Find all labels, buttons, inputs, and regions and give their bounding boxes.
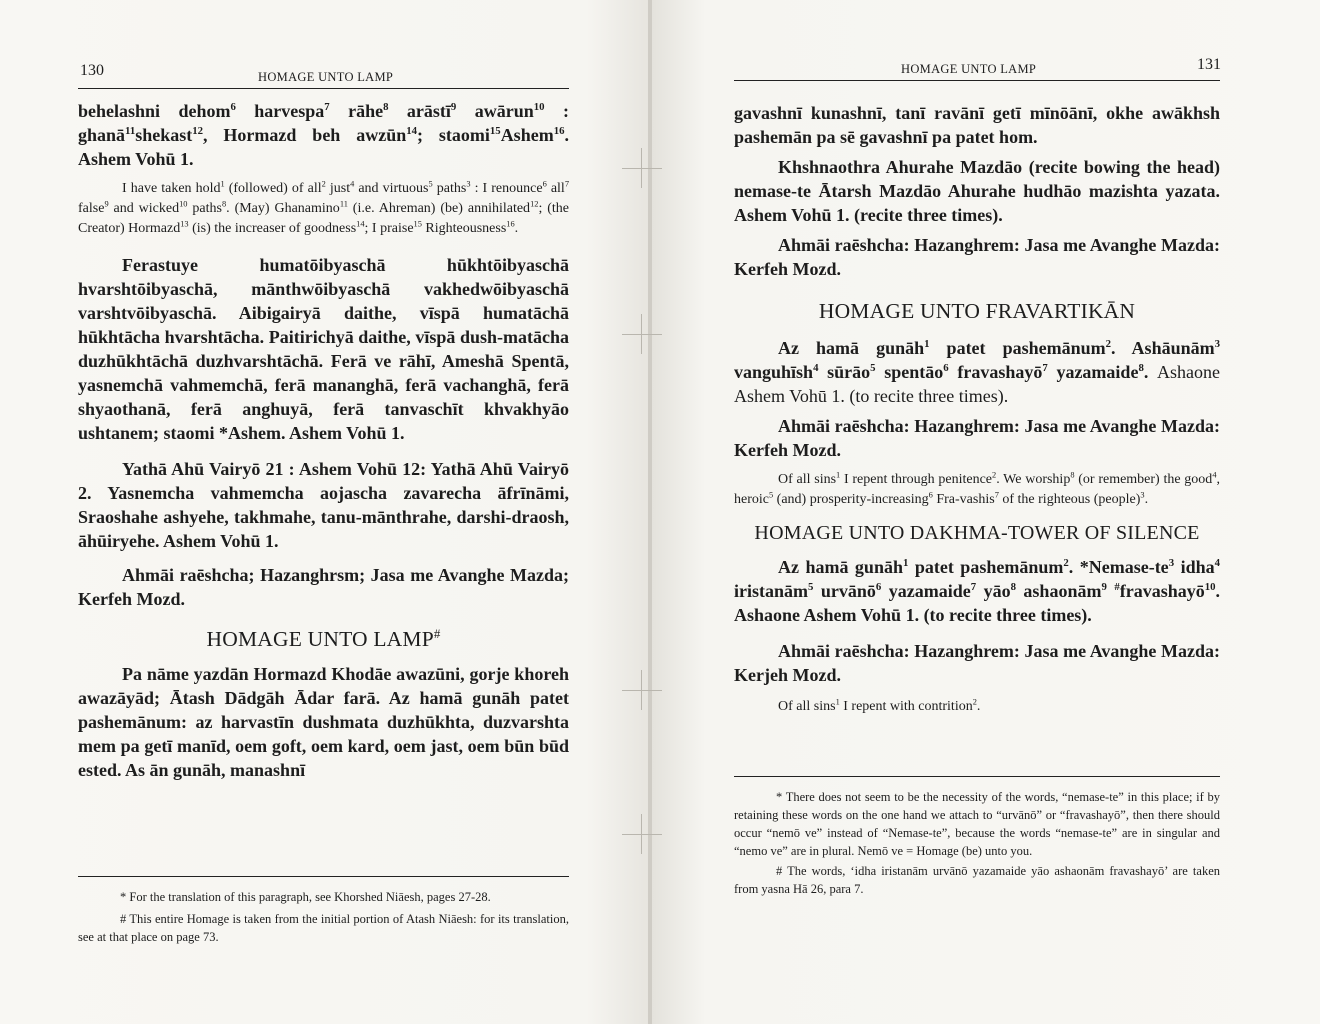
registration-mark — [622, 834, 662, 835]
header-rule — [78, 88, 569, 89]
section-heading: HOMAGE UNTO DAKHMA-TOWER OF SILENCE — [754, 522, 1200, 544]
avestan-paragraph: Khshnaothra Ahurahe Mazdāo (recite bowing the head) nemase-te Ātarsh Mazdāo Ahurahe hudhāo mazishta yazata. Ashem Vohū 1. (recite three times). — [734, 157, 1220, 225]
footnote: # The words, ‘idha iristanām urvānō yazamaide yāo ashaonām fravashayō’ are taken from yasna Hā 26, para 7. — [734, 864, 1220, 896]
left-page — [0, 0, 652, 1024]
avestan-paragraph: Ferastuye humatōibyaschā hūkhtōibyaschā hvarshtōibyaschā, mānthwōibyaschā vakhedwōibyaschā varshtvōibyaschā. Aibigairyā daithe, vīspā humatāchā hūkhtācha hvarshtācha. Paitirichyā daithe, vīspā dush-matācha duzhūkhtāchā duzhvarshtāchā. Ferā ve rāhī, Ameshā Spentā, yasnemchā vahmemchā, ferā mananghā, ferā vachanghā, ferā shyaothanā, ferā anghuyā, ferā tanvaschīt khvakhyāo ushtanem; staomi *Ashem. Ashem Vohū 1. — [78, 255, 569, 443]
footnote: # This entire Homage is taken from the initial portion of Atash Niāesh: for its translation, see at that place on page 73. — [78, 912, 569, 944]
avestan-paragraph: gavashnī kunashnī, tanī ravānī getī mīnōānī, okhe awākhsh pashemān pa sē gavashnī pa patet hom. — [734, 103, 1220, 147]
avestan-paragraph: Yathā Ahū Vairyō 21 : Ashem Vohū 12: Yathā Ahū Vairyō 2. Yasnemcha vahmemcha aojascha zavarecha āfrīnāmi, Sraoshahe ashyehe, takhmahe, tanu-mānthrahe, darshi-draosh, āhūiryehe. Ashem Vohū 1. — [78, 459, 569, 551]
footnote-rule — [734, 776, 1220, 777]
avestan-paragraph: Az hamā gunāh$^1$ patet pashemānum$^2$. $*Nemase-te^3$ idha$^4$ iristanām$^5$ urvānō$^6$ yazamaide$^7$ yāo$^8$ ashaonām$^9$ #fravashayō$^{10}$. Ashaone Ashem Vohū 1. (to recite three times). — [734, 557, 1221, 625]
footnote: * For the translation of this paragraph, see Khorshed Niāesh, pages 27-28. — [120, 890, 491, 904]
avestan-paragraph: Pa nāme yazdān Hormazd Khodāe awazūni, gorje khoreh awazāyād; Ātash Dādgāh Ādar farā. Az hamā gunāh patet pashemānum: az harvastīn dushmata duzhūkhta, duzvarshta mem pa getī manīd, oem goft, oem kard, oem jast, oem būn būd ested. As ān gunāh, manashnī — [78, 664, 569, 780]
section-heading: HOMAGE UNTO FRAVARTIKĀN — [818, 299, 1136, 323]
header-rule — [734, 80, 1220, 81]
right-text-column — [734, 101, 1220, 717]
registration-mark — [641, 670, 642, 710]
translation-paragraph: Of all sins$^1$ I repent with contrition$^2$. — [778, 697, 981, 714]
running-head: HOMAGE UNTO LAMP — [901, 62, 1037, 76]
footnotes — [734, 788, 1220, 898]
registration-mark — [622, 168, 662, 169]
right-page — [652, 0, 1320, 1024]
registration-mark — [641, 314, 642, 354]
avestan-paragraph: Ahmāi raēshcha: Hazanghrem: Jasa me Avanghe Mazda: Kerfeh Mozd. — [734, 416, 1220, 460]
registration-mark — [641, 148, 642, 188]
footnote: * There does not seem to be the necessity of the words, “nemase-te” in this place; if by retaining these words on the one hand we attach to “urvānō” or “fravashayō”, then there should occur “nemō ve” instead of “Nemase-te”, because the words “nemase-te” are in singular and “nemo ve” are in plural. Nemō ve = Homage (be) unto you. — [734, 790, 1220, 858]
registration-mark — [622, 690, 662, 691]
page-number: 130 — [80, 62, 104, 79]
footnotes — [78, 888, 569, 946]
avestan-paragraph: Ahmāi raēshcha: Hazanghrem: Jasa me Avanghe Mazda: Kerfeh Mozd. — [734, 235, 1220, 279]
avestan-paragraph: behelashni dehom$^6$ harvespa$^7$ rāhe$^8$ arāstī$^9$ awārun$^{10}$ : ghanā$^{11}$shekast$^{12}$, Hormazd beh awzūn$^{14}$; staomi$^{15}$Ashem$^{16}$. Ashem Vohū 1. — [78, 101, 569, 169]
page-number: 131 — [1197, 56, 1221, 73]
left-text-column — [78, 99, 569, 782]
translation-paragraph: Of all sins$^1$ I repent through penitence$^2$. We worship$^8$ (or remember) the good$^4$, heroic$^5$ (and) prosperity-increasing$^6$ Fra-vashis$^7$ of the righteous (people)$^3$. — [734, 470, 1220, 507]
footnote-rule — [78, 876, 569, 877]
section-heading: HOMAGE UNTO LAMP# — [206, 626, 441, 651]
avestan-paragraph: Ahmāi raēshcha; Hazanghrsm; Jasa me Avanghe Mazda; Kerfeh Mozd. — [78, 565, 569, 609]
translation-paragraph: I have taken hold$^1$ (followed) of all$^2$ just$^4$ and virtuous$^5$ paths$^3$ : I renounce$^6$ all$^7$ false$^9$ and wicked$^{10}$ paths$^8$. (May) Ghanamino$^{11}$ (i.e. Ahreman) (be) annihilated$^{12}$; (the Creator) Hormazd$^{13}$ (is) the increaser of goodness$^{14}$; I praise$^{15}$ Righteousness$^{16}$. — [78, 179, 570, 236]
avestan-paragraph: Ahmāi raēshcha: Hazanghrem: Jasa me Avanghe Mazda: Kerjeh Mozd. — [734, 641, 1220, 685]
running-head: HOMAGE UNTO LAMP — [258, 70, 394, 84]
registration-mark — [622, 334, 662, 335]
avestan-paragraph: Az hamā gunāh$^1$ patet pashemānum$^2$. Ashāunām$^3$ vanguhīsh$^4$ sūrāo$^5$ spentāo$^6$ fravashayō$^7$ yazamaide$^8$. Ashaone Ashem Vohū 1. (to recite three times). — [734, 338, 1221, 406]
registration-mark — [641, 814, 642, 854]
